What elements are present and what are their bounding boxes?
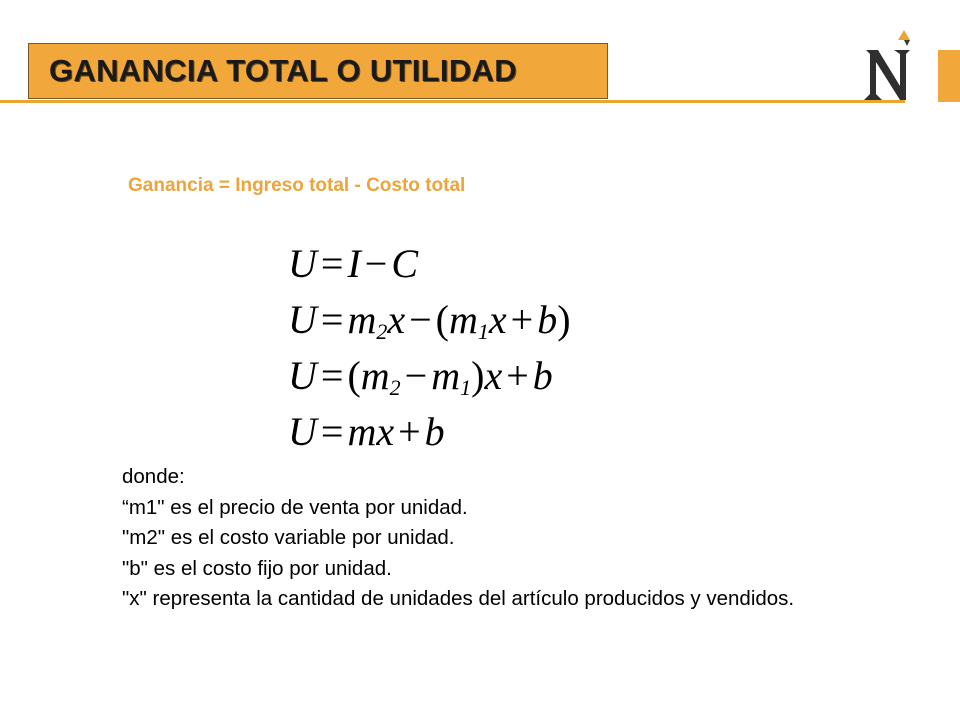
description-line: "x" representa la cantidad de unidades del artículo producidos y vendidos. [122,587,795,610]
description-intro: donde: [122,465,185,488]
page-title: GANANCIA TOTAL O UTILIDAD [49,53,517,88]
variable-description [122,462,842,615]
equation-1: U = I − C [288,241,419,286]
equation-block [288,236,571,460]
header-rule [0,100,905,103]
equation-3: $U = (m_2 - m_1)x + b$ [288,353,553,400]
description-line: "b" es el costo fijo por unidad. [122,556,392,580]
description-line: "m2" es el costo variable por unidad. [122,526,455,549]
title-box [28,43,608,99]
description-line: “m1" es el precio de venta por unidad. [122,495,468,519]
profit-formula-text: Ganancia = Ingreso total - Costo total [128,175,466,196]
equation-2: $U = m_2x - (m_1x + b)$ [288,297,571,344]
n-logo-icon [860,28,920,104]
orange-corner-tab [938,50,960,102]
equation-4: U = mx + b [288,409,445,454]
